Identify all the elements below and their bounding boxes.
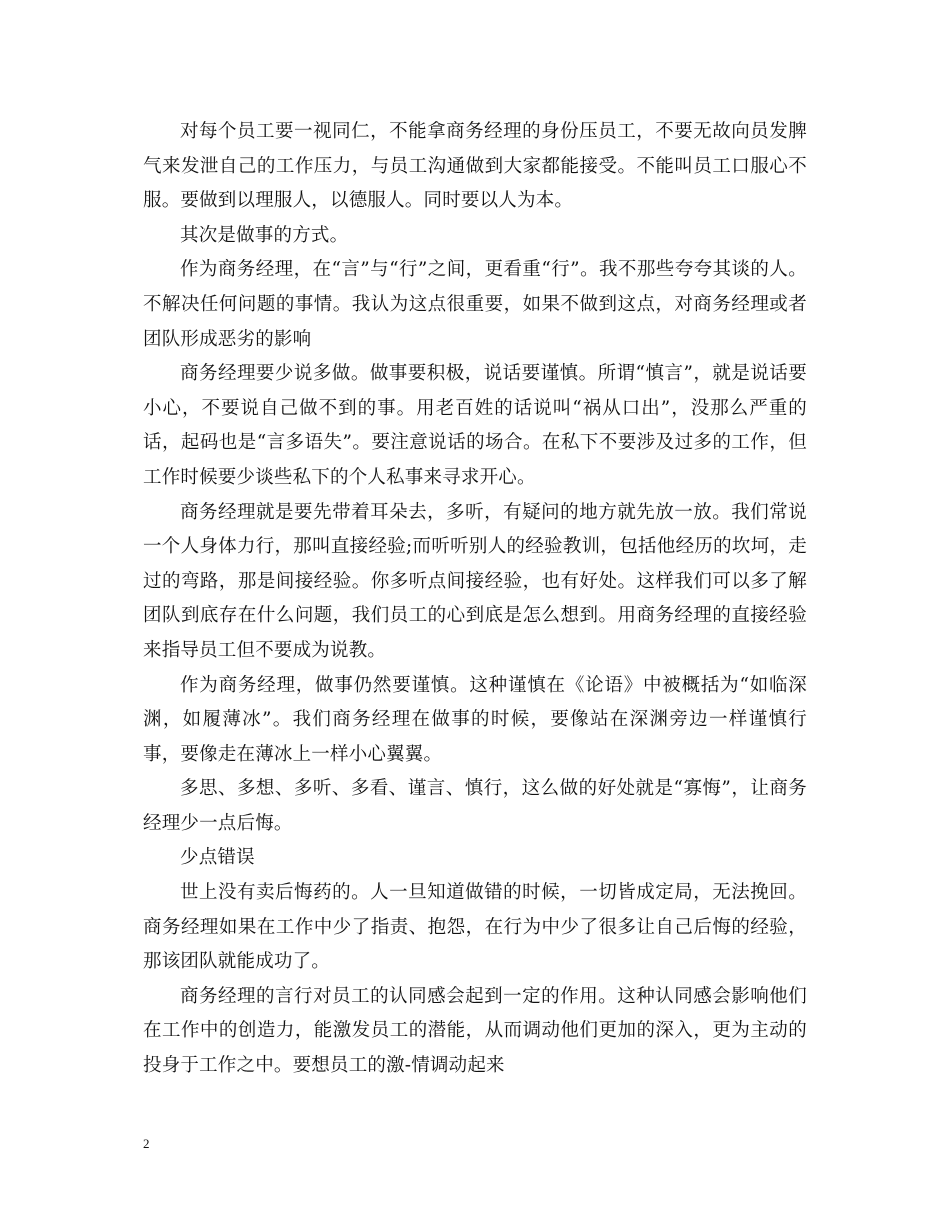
paragraph: 世上没有卖后悔药的。人一旦知道做错的时候，一切皆成定局，无法挽回。商务经理如果在工作中少了指责、抱怨，在行为中少了很多让自己后悔的经验，那该团队就能成功了。 [143, 882, 807, 973]
paragraph: 作为商务经理，做事仍然要谨慎。这种谨慎在《论语》中被概括为“如临深渊，如履薄冰”。我们商务经理在做事的时候，要像站在深渊旁边一样谨慎行事，要像走在薄冰上一样小心翼翼。 [143, 674, 807, 765]
paragraph: 多思、多想、多听、多看、谨言、慎行，这么做的好处就是“寡悔”，让商务经理少一点后悔。 [143, 778, 807, 834]
paragraph: 商务经理就是要先带着耳朵去，多听，有疑问的地方就先放一放。我们常说一个人身体力行，那叫直接经验;而听听别人的经验教训，包括他经历的坎坷，走过的弯路，那是间接经验。你多听点间接经验，也有好处。这样我们可以多了解团队到底存在什么问题，我们员工的心到底是怎么想到。用商务经理的直接经验来指导员工但不要成为说教。 [143, 501, 807, 661]
document-body [143, 115, 807, 1084]
paragraph: 其次是做事的方式。 [180, 224, 349, 246]
paragraph: 对每个员工要一视同仁，不能拿商务经理的身份压员工，不要无故向员发脾气来发泄自己的工作压力，与员工沟通做到大家都能接受。不能叫员工口服心不服。要做到以理服人，以德服人。同时要以人为本。 [143, 121, 807, 212]
paragraph: 作为商务经理，在“言”与“行”之间，更看重“行”。我不那些夸夸其谈的人。不解决任何问题的事情。我认为这点很重要，如果不做到这点，对商务经理或者团队形成恶劣的影响 [143, 259, 807, 350]
paragraph: 商务经理要少说多做。做事要积极，说话要谨慎。所谓“慎言”，就是说话要小心，不要说自己做不到的事。用老百姓的话说叫“祸从口出”，没那么严重的话，起码也是“言多语失”。要注意说话的场合。在私下不要涉及过多的工作，但工作时候要少谈些私下的个人私事来寻求开心。 [143, 363, 807, 488]
page-number: 2 [143, 1136, 150, 1151]
paragraph: 少点错误 [180, 847, 255, 869]
paragraph: 商务经理的言行对员工的认同感会起到一定的作用。这种认同感会影响他们在工作中的创造力，能激发员工的潜能，从而调动他们更加的深入，更为主动的投身于工作之中。要想员工的激-情调动起来 [143, 985, 807, 1077]
